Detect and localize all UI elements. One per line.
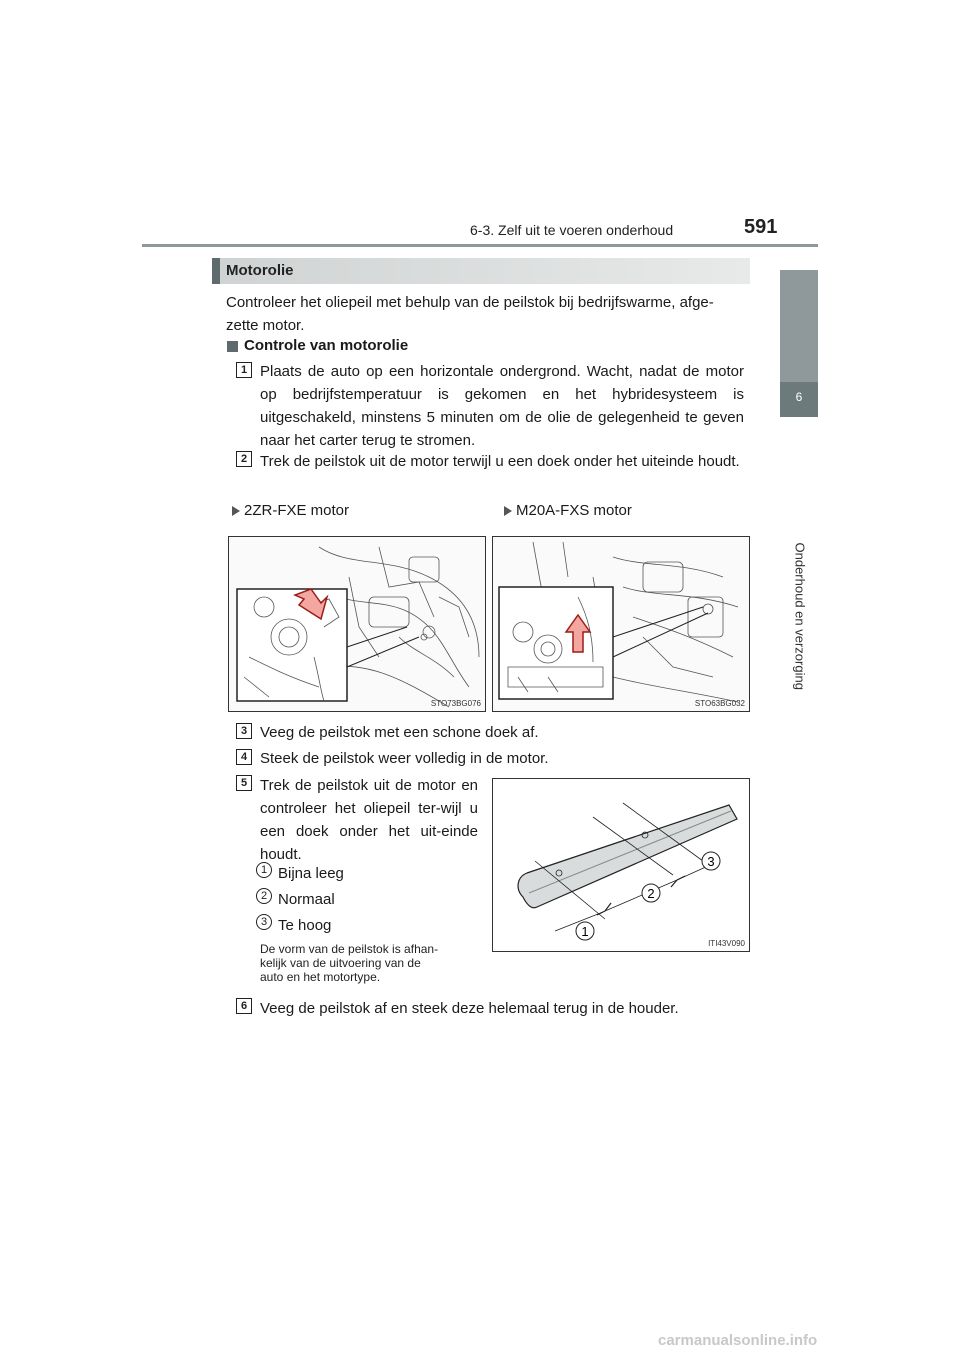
chapter-title: Onderhoud en verzorging — [792, 542, 808, 690]
step-text-2: Trek de peilstok uit de motor terwijl u een doek onder het uiteinde houdt. — [260, 453, 740, 470]
figure-code-right: STO63BG032 — [694, 699, 745, 708]
note-line-1: De vorm van de peilstok is afhan- — [260, 942, 439, 956]
intro-line-1: Controleer het oliepeil met behulp van de peilstok bij bedrijfswarme, afge- — [226, 294, 714, 311]
figure-code-dipstick: ITI43V090 — [708, 939, 745, 948]
step-number-4: 4 — [236, 749, 252, 765]
figure-label-right: M20A-FXS motor — [516, 502, 632, 519]
step-text-4: Steek de peilstok weer volledig in de motor. — [260, 750, 549, 767]
engine-figure-m20a — [492, 536, 750, 712]
figure-code-left: STO73BG076 — [430, 699, 481, 708]
svg-text:3: 3 — [707, 854, 715, 869]
chapter-tab — [780, 270, 818, 382]
level-number-2: 2 — [256, 888, 272, 904]
level-label-2: Normaal — [278, 891, 335, 908]
engine-illustration — [229, 537, 485, 711]
dipstick-illustration — [493, 779, 749, 951]
engine-illustration — [493, 537, 749, 711]
header-section-title: 6-3. Zelf uit te voeren onderhoud — [470, 222, 674, 238]
step-text-5: Trek de peilstok uit de motor en controleer het oliepeil ter-wijl u een doek onder het uit-einde houdt. — [260, 777, 478, 863]
step-text-6: Veeg de peilstok af en steek deze helemaal terug in de houder. — [260, 1000, 679, 1017]
chapter-number: 6 — [795, 390, 803, 404]
step-number-3: 3 — [236, 723, 252, 739]
engine-figure-2zr — [228, 536, 486, 712]
triangle-bullet-icon — [232, 506, 240, 516]
square-bullet-icon — [227, 341, 238, 352]
step-number-2: 2 — [236, 451, 252, 467]
note-line-2: kelijk van de uitvoering van de — [260, 956, 421, 970]
step-number-5: 5 — [236, 775, 252, 791]
level-number-1: 1 — [256, 862, 272, 878]
section-title: Motorolie — [226, 262, 294, 279]
triangle-bullet-icon — [504, 506, 512, 516]
step-text-1: Plaats de auto op een horizontale ondergrond. Wacht, nadat de motor op bedrijfstemperatuur is gekomen en het hybridesysteem is uitgeschakeld, minstens 5 minuten om de olie de gelegenheid te geven naar het carter terug te stromen. — [260, 363, 744, 449]
level-label-1: Bijna leeg — [278, 865, 344, 882]
step-number-6: 6 — [236, 998, 252, 1014]
svg-text:2: 2 — [647, 886, 655, 901]
header-divider — [142, 244, 818, 247]
figure-label-left: 2ZR-FXE motor — [244, 502, 350, 519]
subheading: Controle van motorolie — [244, 337, 409, 354]
step-text-3: Veeg de peilstok met een schone doek af. — [260, 724, 539, 741]
svg-text:1: 1 — [581, 924, 589, 939]
level-number-3: 3 — [256, 914, 272, 930]
level-label-3: Te hoog — [278, 917, 332, 934]
dipstick-figure — [492, 778, 750, 952]
intro-line-2: zette motor. — [226, 317, 305, 334]
page-number: 591 — [744, 216, 778, 238]
step-number-1: 1 — [236, 362, 252, 378]
note-line-3: auto en het motortype. — [260, 970, 381, 984]
watermark: carmanualsonline.info — [658, 1332, 818, 1349]
